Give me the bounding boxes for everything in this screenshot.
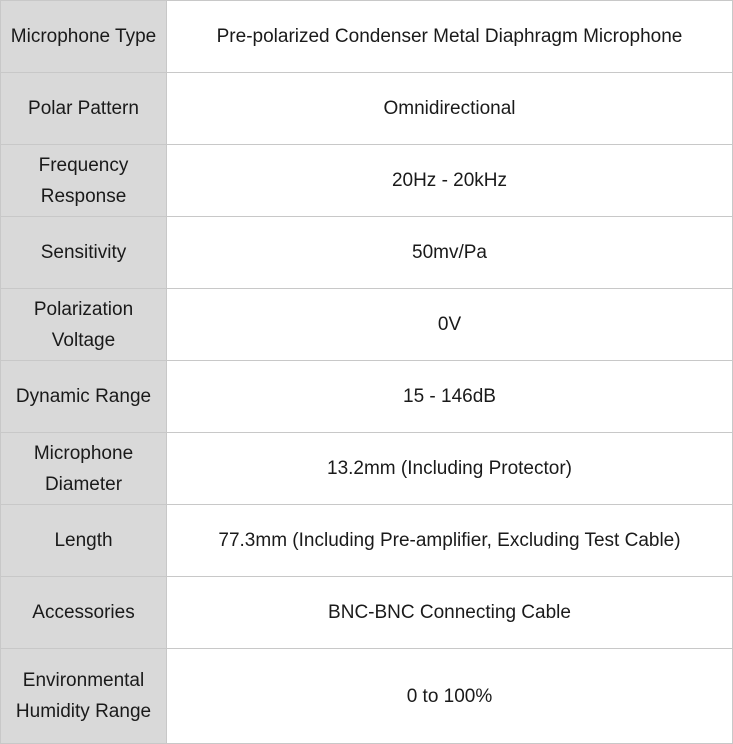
table-row xyxy=(1,505,733,577)
spec-value-cell xyxy=(167,433,733,505)
spec-label: Length xyxy=(54,530,113,551)
spec-value: 13.2mm (Including Protector) xyxy=(327,458,572,479)
spec-value: Pre-polarized Condenser Metal Diaphragm Microphone xyxy=(216,26,683,47)
spec-value-cell xyxy=(167,577,733,649)
spec-label-cell xyxy=(1,577,167,649)
spec-value-cell xyxy=(167,1,733,73)
spec-label-cell xyxy=(1,217,167,289)
spec-label-cell xyxy=(1,361,167,433)
table-row xyxy=(1,73,733,145)
table-row xyxy=(1,361,733,433)
spec-value-cell xyxy=(167,145,733,217)
spec-label: Accessories xyxy=(32,602,135,623)
table-row xyxy=(1,289,733,361)
spec-label: Microphone Type xyxy=(10,26,157,47)
spec-value-cell xyxy=(167,289,733,361)
spec-label: Polar Pattern xyxy=(28,98,139,119)
spec-label: Environmental Humidity Range xyxy=(15,670,152,722)
table-row xyxy=(1,577,733,649)
spec-label: Microphone Diameter xyxy=(33,442,134,495)
spec-table-body xyxy=(1,1,733,744)
spec-value: 0V xyxy=(437,314,462,335)
spec-label: Frequency Response xyxy=(38,154,129,207)
spec-value: 77.3mm (Including Pre-amplifier, Excluding Test Cable) xyxy=(218,530,681,551)
spec-value-cell xyxy=(167,361,733,433)
spec-value-cell xyxy=(167,505,733,577)
spec-value: 15 - 146dB xyxy=(403,386,496,407)
spec-label: Polarization Voltage xyxy=(33,298,134,351)
spec-label-cell xyxy=(1,289,167,361)
spec-label-cell xyxy=(1,145,167,217)
spec-value: 0 to 100% xyxy=(406,685,493,707)
spec-label: Sensitivity xyxy=(40,242,127,263)
spec-label-cell xyxy=(1,505,167,577)
spec-value-cell xyxy=(167,73,733,145)
spec-value: Omnidirectional xyxy=(383,98,516,119)
table-row xyxy=(1,217,733,289)
spec-label-cell xyxy=(1,433,167,505)
spec-label-cell xyxy=(1,73,167,145)
spec-label: Dynamic Range xyxy=(15,386,152,407)
spec-value-cell xyxy=(167,649,733,744)
table-row xyxy=(1,649,733,744)
table-row xyxy=(1,1,733,73)
table-row xyxy=(1,145,733,217)
spec-value: BNC-BNC Connecting Cable xyxy=(328,602,571,623)
table-row xyxy=(1,433,733,505)
spec-value-cell xyxy=(167,217,733,289)
spec-label-cell xyxy=(1,1,167,73)
spec-label-cell xyxy=(1,649,167,744)
spec-value: 50mv/Pa xyxy=(412,242,487,263)
spec-value: 20Hz - 20kHz xyxy=(391,170,508,191)
